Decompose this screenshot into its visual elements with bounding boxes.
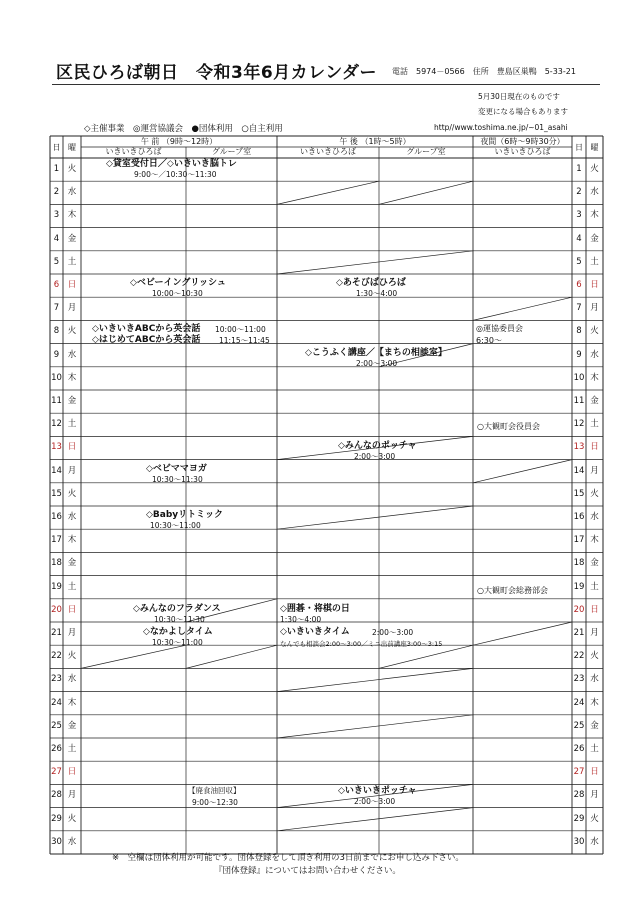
weekday-right: 月	[590, 303, 599, 314]
weekday: 火	[67, 813, 77, 824]
day-number: 7	[53, 303, 60, 314]
event-time: 2:00～3:00	[354, 797, 396, 806]
event-title: ◇ベビママヨガ	[146, 464, 207, 474]
weekday-right: 土	[590, 581, 599, 592]
day-number-right: 19	[573, 581, 585, 592]
weekday-right: 日	[590, 604, 599, 615]
event-title: ○大観町会総務部会	[477, 586, 548, 595]
subheader-group-am: グループ室	[211, 147, 252, 156]
event-title: ◇みんなのポッチャ	[338, 441, 417, 451]
weekday-right: 金	[590, 558, 599, 569]
event-time: 10:30～11:00	[150, 521, 201, 530]
day-number: 6	[53, 280, 60, 290]
event-title: ◇はじめてABCから英会話	[92, 335, 201, 345]
day-number: 21	[51, 628, 62, 638]
weekday: 水	[67, 836, 77, 847]
weekday: 木	[67, 697, 77, 708]
event-time: 2:00～3:00	[372, 628, 414, 637]
day-number: 17	[51, 535, 62, 546]
weekday-right: 日	[590, 767, 599, 778]
weekday-right: 木	[590, 372, 599, 383]
day-number: 11	[51, 396, 62, 406]
event-title: ◇いきいきABCから英会話	[92, 324, 201, 334]
day-number-right: 25	[573, 720, 585, 731]
day-number: 28	[51, 790, 62, 801]
subheader-ikiiki-pm: いきいきひろば	[300, 147, 356, 156]
day-number: 4	[53, 233, 60, 244]
weekday-right: 火	[590, 813, 599, 824]
day-number: 10	[51, 372, 62, 383]
event-time: 10:30～11:30	[152, 475, 203, 484]
day-number-right: 13	[573, 442, 585, 453]
day-number: 19	[51, 581, 62, 592]
day-number: 22	[51, 651, 62, 662]
day-number: 18	[51, 558, 62, 569]
day-number: 30	[51, 836, 62, 847]
event-title: ◇Babyリトミック	[146, 510, 223, 520]
weekday-right: 月	[590, 465, 599, 476]
slash-line	[81, 645, 186, 668]
weekday: 金	[67, 396, 77, 406]
day-number: 13	[51, 442, 62, 453]
day-number-right: 6	[576, 280, 582, 290]
weekday-right: 金	[590, 720, 599, 731]
day-number: 3	[53, 210, 60, 221]
weekday-right: 木	[590, 697, 599, 708]
day-number: 2	[53, 187, 60, 198]
weekday: 月	[67, 790, 77, 801]
weekday-right: 水	[590, 349, 599, 360]
day-number-right: 2	[576, 187, 582, 198]
weekday-right: 火	[590, 326, 599, 337]
day-number-right: 10	[573, 372, 585, 383]
slash-line	[473, 460, 572, 483]
day-number: 1	[53, 164, 60, 174]
weekday: 金	[67, 558, 77, 569]
day-number-right: 14	[573, 465, 585, 476]
slash-line	[277, 251, 473, 274]
weekday: 土	[67, 256, 77, 267]
subheader-ikiiki-ev: いきいきひろば	[494, 147, 551, 156]
event-time: 2:00～3:00	[354, 452, 396, 461]
weekday-right: 月	[590, 628, 599, 638]
event-time: 10:00～11:00	[215, 325, 266, 334]
weekday: 日	[67, 442, 77, 453]
day-number: 14	[51, 465, 62, 476]
event-title: ◇みんなのフラダンス	[133, 604, 221, 614]
day-number-right: 3	[576, 210, 582, 221]
day-number-right: 29	[573, 813, 585, 824]
event-time: 9:00～12:30	[192, 798, 238, 807]
slash-line	[277, 181, 379, 204]
website-url[interactable]: http//www.toshima.ne.jp/~01_asahi	[434, 123, 568, 132]
weekday: 土	[67, 744, 77, 754]
day-number: 25	[51, 720, 62, 731]
event-title: ○大観町会役員会	[477, 422, 540, 431]
day-number-right: 27	[573, 767, 585, 778]
weekday: 金	[67, 720, 77, 731]
event-title: ◇囲碁・将棋の日	[280, 604, 350, 614]
weekday-right: 火	[590, 651, 599, 662]
event-note: なんでも相談会2:00～3:00／ミニ出前講座3:00～3:15	[280, 640, 443, 648]
day-number: 29	[51, 813, 62, 824]
day-number: 26	[51, 744, 62, 754]
weekday: 火	[67, 164, 77, 174]
weekday-right: 日	[590, 442, 599, 453]
day-number: 27	[51, 767, 62, 778]
day-number: 12	[51, 419, 62, 430]
weekday: 火	[67, 326, 77, 337]
weekday: 火	[67, 651, 77, 662]
slash-line	[277, 808, 473, 831]
event-title: ◇いきいきポッチャ	[338, 786, 417, 796]
slash-line	[379, 181, 473, 204]
weekday: 火	[67, 488, 77, 499]
event-time: 6:30～	[476, 336, 502, 345]
day-number-right: 28	[573, 790, 585, 801]
day-number: 15	[51, 488, 62, 499]
weekday-right: 水	[590, 836, 599, 847]
day-number: 23	[51, 674, 62, 685]
event-title: ◇なかよしタイム	[143, 627, 213, 637]
weekday-right: 土	[590, 419, 599, 430]
event-title: ◇あそびばひろば	[336, 278, 406, 288]
day-number: 9	[53, 349, 60, 360]
day-number-right: 9	[576, 349, 582, 360]
weekday: 月	[67, 465, 77, 476]
weekday-right: 土	[590, 256, 599, 267]
day-number-right: 18	[573, 558, 585, 569]
event-time: 10:00～10:30	[152, 289, 203, 298]
weekday-right: 水	[590, 674, 599, 685]
slash-line	[277, 668, 473, 691]
day-number-right: 26	[573, 744, 585, 754]
event-time: 10:30～11:00	[152, 638, 203, 647]
day-number: 16	[51, 512, 62, 522]
event-title: ◎運協委員会	[476, 324, 523, 333]
event-time: 11:15～11:45	[219, 336, 270, 345]
slash-line	[473, 622, 572, 645]
event-time: 9:00～／10:30～11:30	[134, 170, 217, 179]
day-number-right: 4	[576, 233, 582, 244]
contact-info: 電話 5974－0566 住所 豊島区巣鴨 5-33-21	[392, 67, 576, 76]
weekday-right: 木	[590, 535, 599, 546]
day-header: 日	[52, 143, 61, 152]
legend: ◇主催事業 ◎運営協議会 ●団体利用 ○自主利用	[84, 124, 283, 134]
weekday: 木	[67, 535, 77, 546]
event-time: 1:30～4:00	[356, 289, 398, 298]
day-number-right: 5	[576, 256, 582, 267]
weekday-right: 日	[590, 280, 599, 290]
morning-header: 午 前 （9時～12時）	[140, 137, 218, 146]
day-number-right: 1	[576, 164, 582, 174]
day-number-right: 21	[573, 628, 585, 638]
weekday-right: 木	[590, 210, 599, 221]
weekday-right: 水	[590, 187, 599, 198]
weekday: 水	[67, 187, 77, 198]
weekday: 木	[67, 210, 77, 221]
weekday-right: 火	[590, 164, 599, 174]
weekday: 月	[67, 628, 77, 638]
weekday-right: 金	[590, 396, 599, 406]
event-title: ◇貸室受付日／◇いきいき脳トレ	[106, 159, 237, 169]
weekday: 月	[67, 303, 77, 314]
event-title: ◇こうふく講座／【まちの相談室】	[305, 348, 447, 358]
slash-line	[186, 645, 277, 668]
change-note: 変更になる場合もあります	[478, 107, 568, 116]
weekday-right: 土	[590, 744, 599, 754]
weekday: 水	[67, 674, 77, 685]
weekday-right: 水	[590, 512, 599, 522]
weekday: 水	[67, 512, 77, 522]
event-time: 10:30～11:30	[154, 615, 205, 624]
day-number-right: 30	[573, 836, 585, 847]
weekday: 日	[67, 767, 77, 778]
page-title: 区民ひろば朝日 令和3年6月カレンダー	[56, 63, 378, 83]
update-note: 5月30日現在のものです	[478, 92, 560, 101]
day-number: 5	[53, 256, 60, 267]
footer-note-registration: 『団体登録』についてはお問い合わせください。	[214, 866, 401, 876]
weekday-right: 月	[590, 790, 599, 801]
weekday: 金	[67, 233, 77, 244]
day-number-right: 11	[573, 396, 585, 406]
day-header-right: 日	[575, 143, 583, 152]
weekday: 土	[67, 581, 77, 592]
day-number-right: 15	[573, 488, 585, 499]
day-number-right: 22	[573, 651, 585, 662]
weekday: 日	[67, 280, 77, 290]
evening-header: 夜間（6時～9時30分）	[480, 137, 565, 146]
slash-line	[277, 506, 473, 529]
weekday-header-right: 曜	[590, 143, 599, 152]
event-title: ◇ベビーイングリッシュ	[130, 278, 226, 288]
footer-note: ※ 空欄は団体利用が可能です。団体登録をして頂き利用の3日前までにお申し込み下さい。	[112, 853, 464, 863]
day-number-right: 24	[573, 697, 585, 708]
day-number-right: 23	[573, 674, 585, 685]
slash-line	[277, 715, 473, 738]
day-number-right: 12	[573, 419, 585, 430]
weekday-header: 曜	[68, 143, 76, 152]
weekday: 水	[67, 349, 77, 360]
event-time: 2:00～3:00	[356, 359, 398, 368]
day-number: 24	[51, 697, 62, 708]
subheader-group-pm: グループ室	[406, 147, 446, 156]
day-number-right: 20	[573, 604, 585, 615]
day-number-right: 17	[573, 535, 585, 546]
day-number-right: 16	[573, 512, 585, 522]
afternoon-header: 午 後 （1時～5時）	[339, 137, 411, 146]
day-number-right: 8	[576, 326, 582, 337]
weekday-right: 金	[590, 233, 599, 244]
day-number: 20	[51, 604, 62, 615]
day-number: 8	[53, 326, 60, 337]
event-title: ◇いきいきタイム	[280, 627, 350, 637]
slash-line	[473, 297, 572, 320]
event-time: 1:30～4:00	[280, 615, 322, 624]
weekday: 木	[67, 372, 77, 383]
weekday-right: 火	[590, 488, 599, 499]
weekday: 日	[67, 604, 77, 615]
subheader-ikiiki-am: いきいきひろば	[105, 147, 162, 156]
weekday: 土	[67, 419, 77, 430]
day-number-right: 7	[576, 303, 582, 314]
event-title: 【廃食油回収】	[188, 786, 241, 795]
